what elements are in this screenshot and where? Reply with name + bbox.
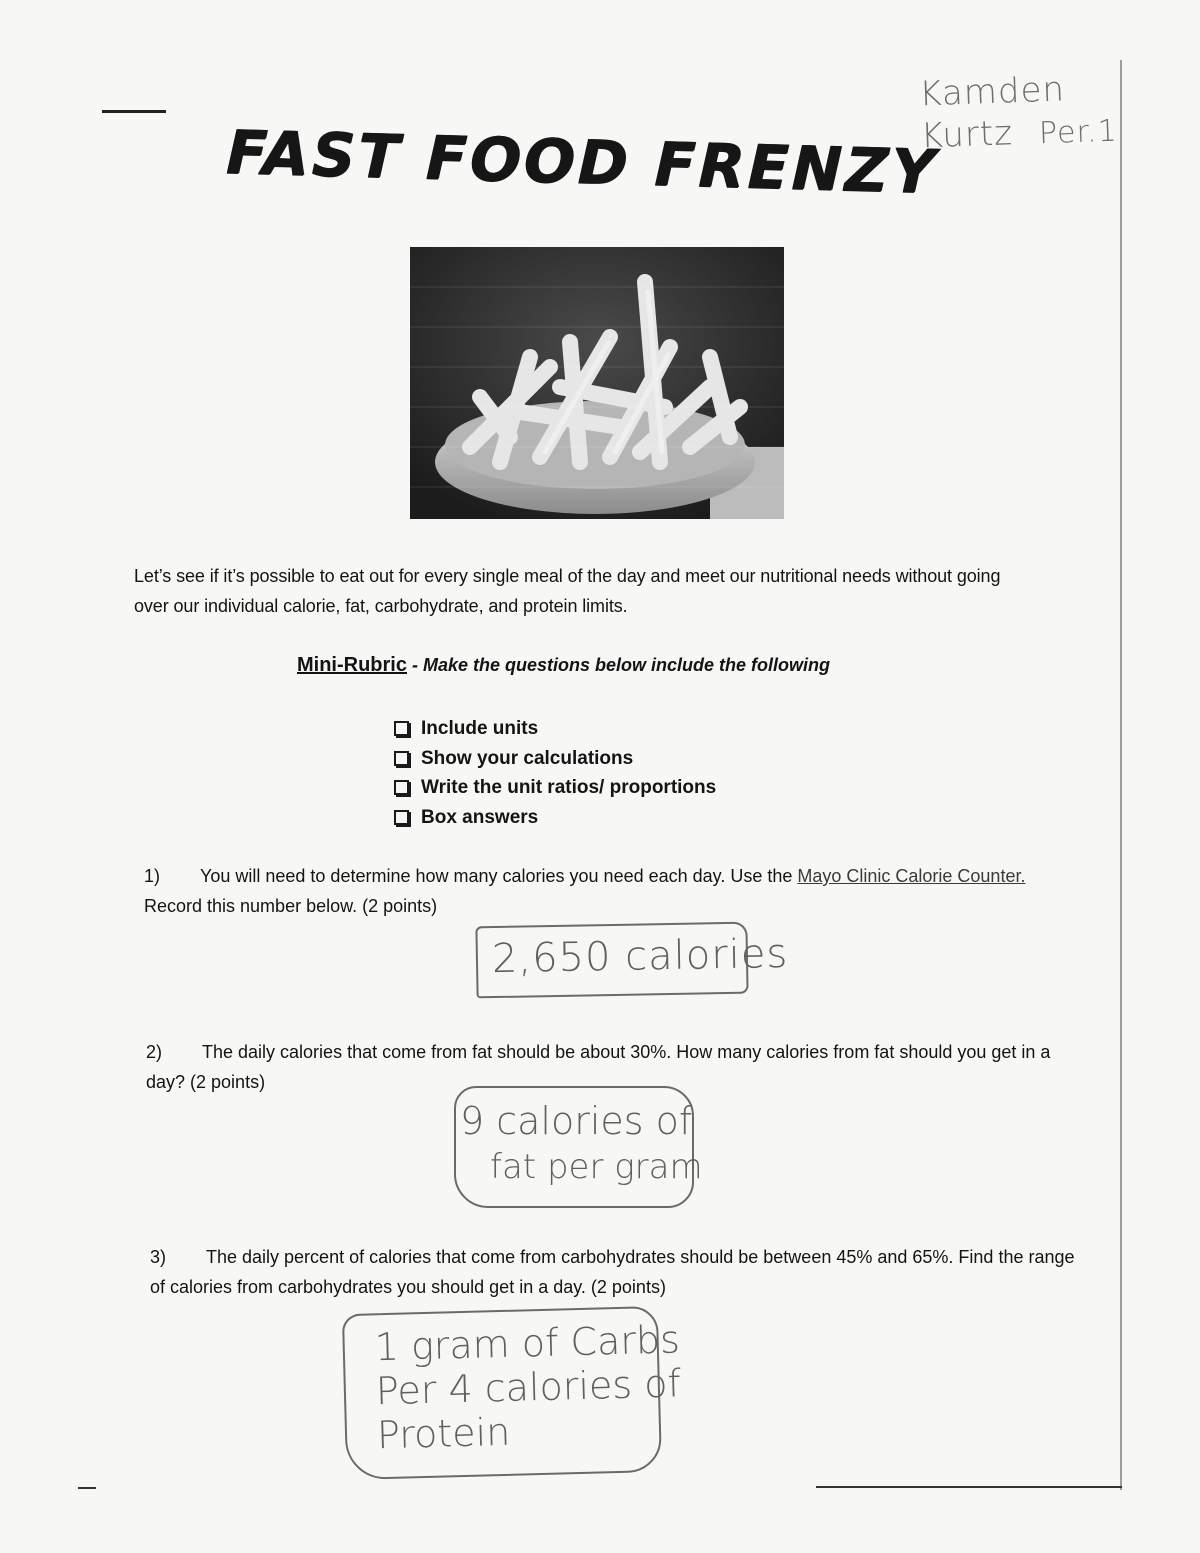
question-1: [144, 861, 1084, 921]
checklist-item: [394, 714, 716, 744]
page-edge-bottom-left: [78, 1487, 96, 1489]
answer-box-1: [475, 922, 789, 999]
checklist-item-label: Show your calculations: [421, 747, 634, 769]
answer-2-line-1: 9 calories of: [460, 1099, 693, 1143]
checklist-item: [394, 773, 716, 803]
question-number: 3): [150, 1247, 167, 1267]
answer-3-line-2: Per 4 calories of: [375, 1361, 682, 1414]
rubric-checklist: [394, 714, 716, 832]
rubric-subtitle: - Make the questions below include the following: [407, 655, 831, 675]
question-3: [150, 1242, 1090, 1302]
answer-1-text: 2,650 calories: [491, 930, 789, 983]
question-text: The daily percent of calories that come from carbohydrates should be between 45% and 65%. Find the range of calories from carbohydrates you should get in a day. (2 points): [150, 1247, 1075, 1297]
page-title: FAST FOOD FRENZY: [225, 117, 939, 208]
checklist-item-label: Include units: [421, 718, 539, 739]
mini-rubric-heading: [297, 654, 830, 677]
checklist-item-label: Box answers: [421, 806, 539, 828]
page-edge-right: [1120, 60, 1122, 1490]
checkbox-icon: [394, 780, 409, 795]
checklist-item: [394, 744, 716, 774]
intro-paragraph: Let’s see if it’s possible to eat out for every single meal of the day and meet our nutritional needs without going over our individual calorie, fat, carbohydrate, and protein limits.: [134, 566, 1001, 616]
question-number: 2): [146, 1042, 163, 1062]
student-period: Per.1: [1038, 113, 1119, 152]
answer-box-3: [342, 1306, 682, 1480]
answer-2-line-2: fat per gram: [490, 1147, 703, 1187]
checkbox-icon: [394, 751, 409, 766]
checkbox-icon: [394, 810, 409, 825]
student-first-name: Kamden: [918, 69, 1066, 115]
answer-3-line-3: Protein: [376, 1409, 511, 1458]
question-text-end: Record this number below. (2 points): [144, 896, 438, 916]
question-number: 1): [144, 866, 161, 886]
page-edge-bottom: [816, 1486, 1122, 1488]
rubric-title: Mini-Rubric: [297, 654, 407, 676]
mayo-clinic-link[interactable]: Mayo Clinic Calorie Counter.: [797, 866, 1026, 886]
scan-mark-dash: [102, 110, 166, 113]
checklist-item-label: Write the unit ratios/ proportions: [421, 777, 717, 798]
fries-bowl-photo: [410, 247, 784, 519]
question-text: You will need to determine how many calories you need each day. Use the: [200, 866, 798, 886]
checklist-item: [394, 803, 716, 833]
checkbox-icon: [394, 721, 409, 736]
student-last-name: Kurtz: [920, 113, 1014, 157]
fries-illustration: [410, 247, 784, 519]
answer-box-2: [454, 1086, 703, 1208]
question-text: The daily calories that come from fat should be about 30%. How many calories from fat should you get in a day? (2 points): [146, 1042, 1051, 1092]
answer-3-line-1: 1 gram of Carbs: [374, 1317, 681, 1370]
